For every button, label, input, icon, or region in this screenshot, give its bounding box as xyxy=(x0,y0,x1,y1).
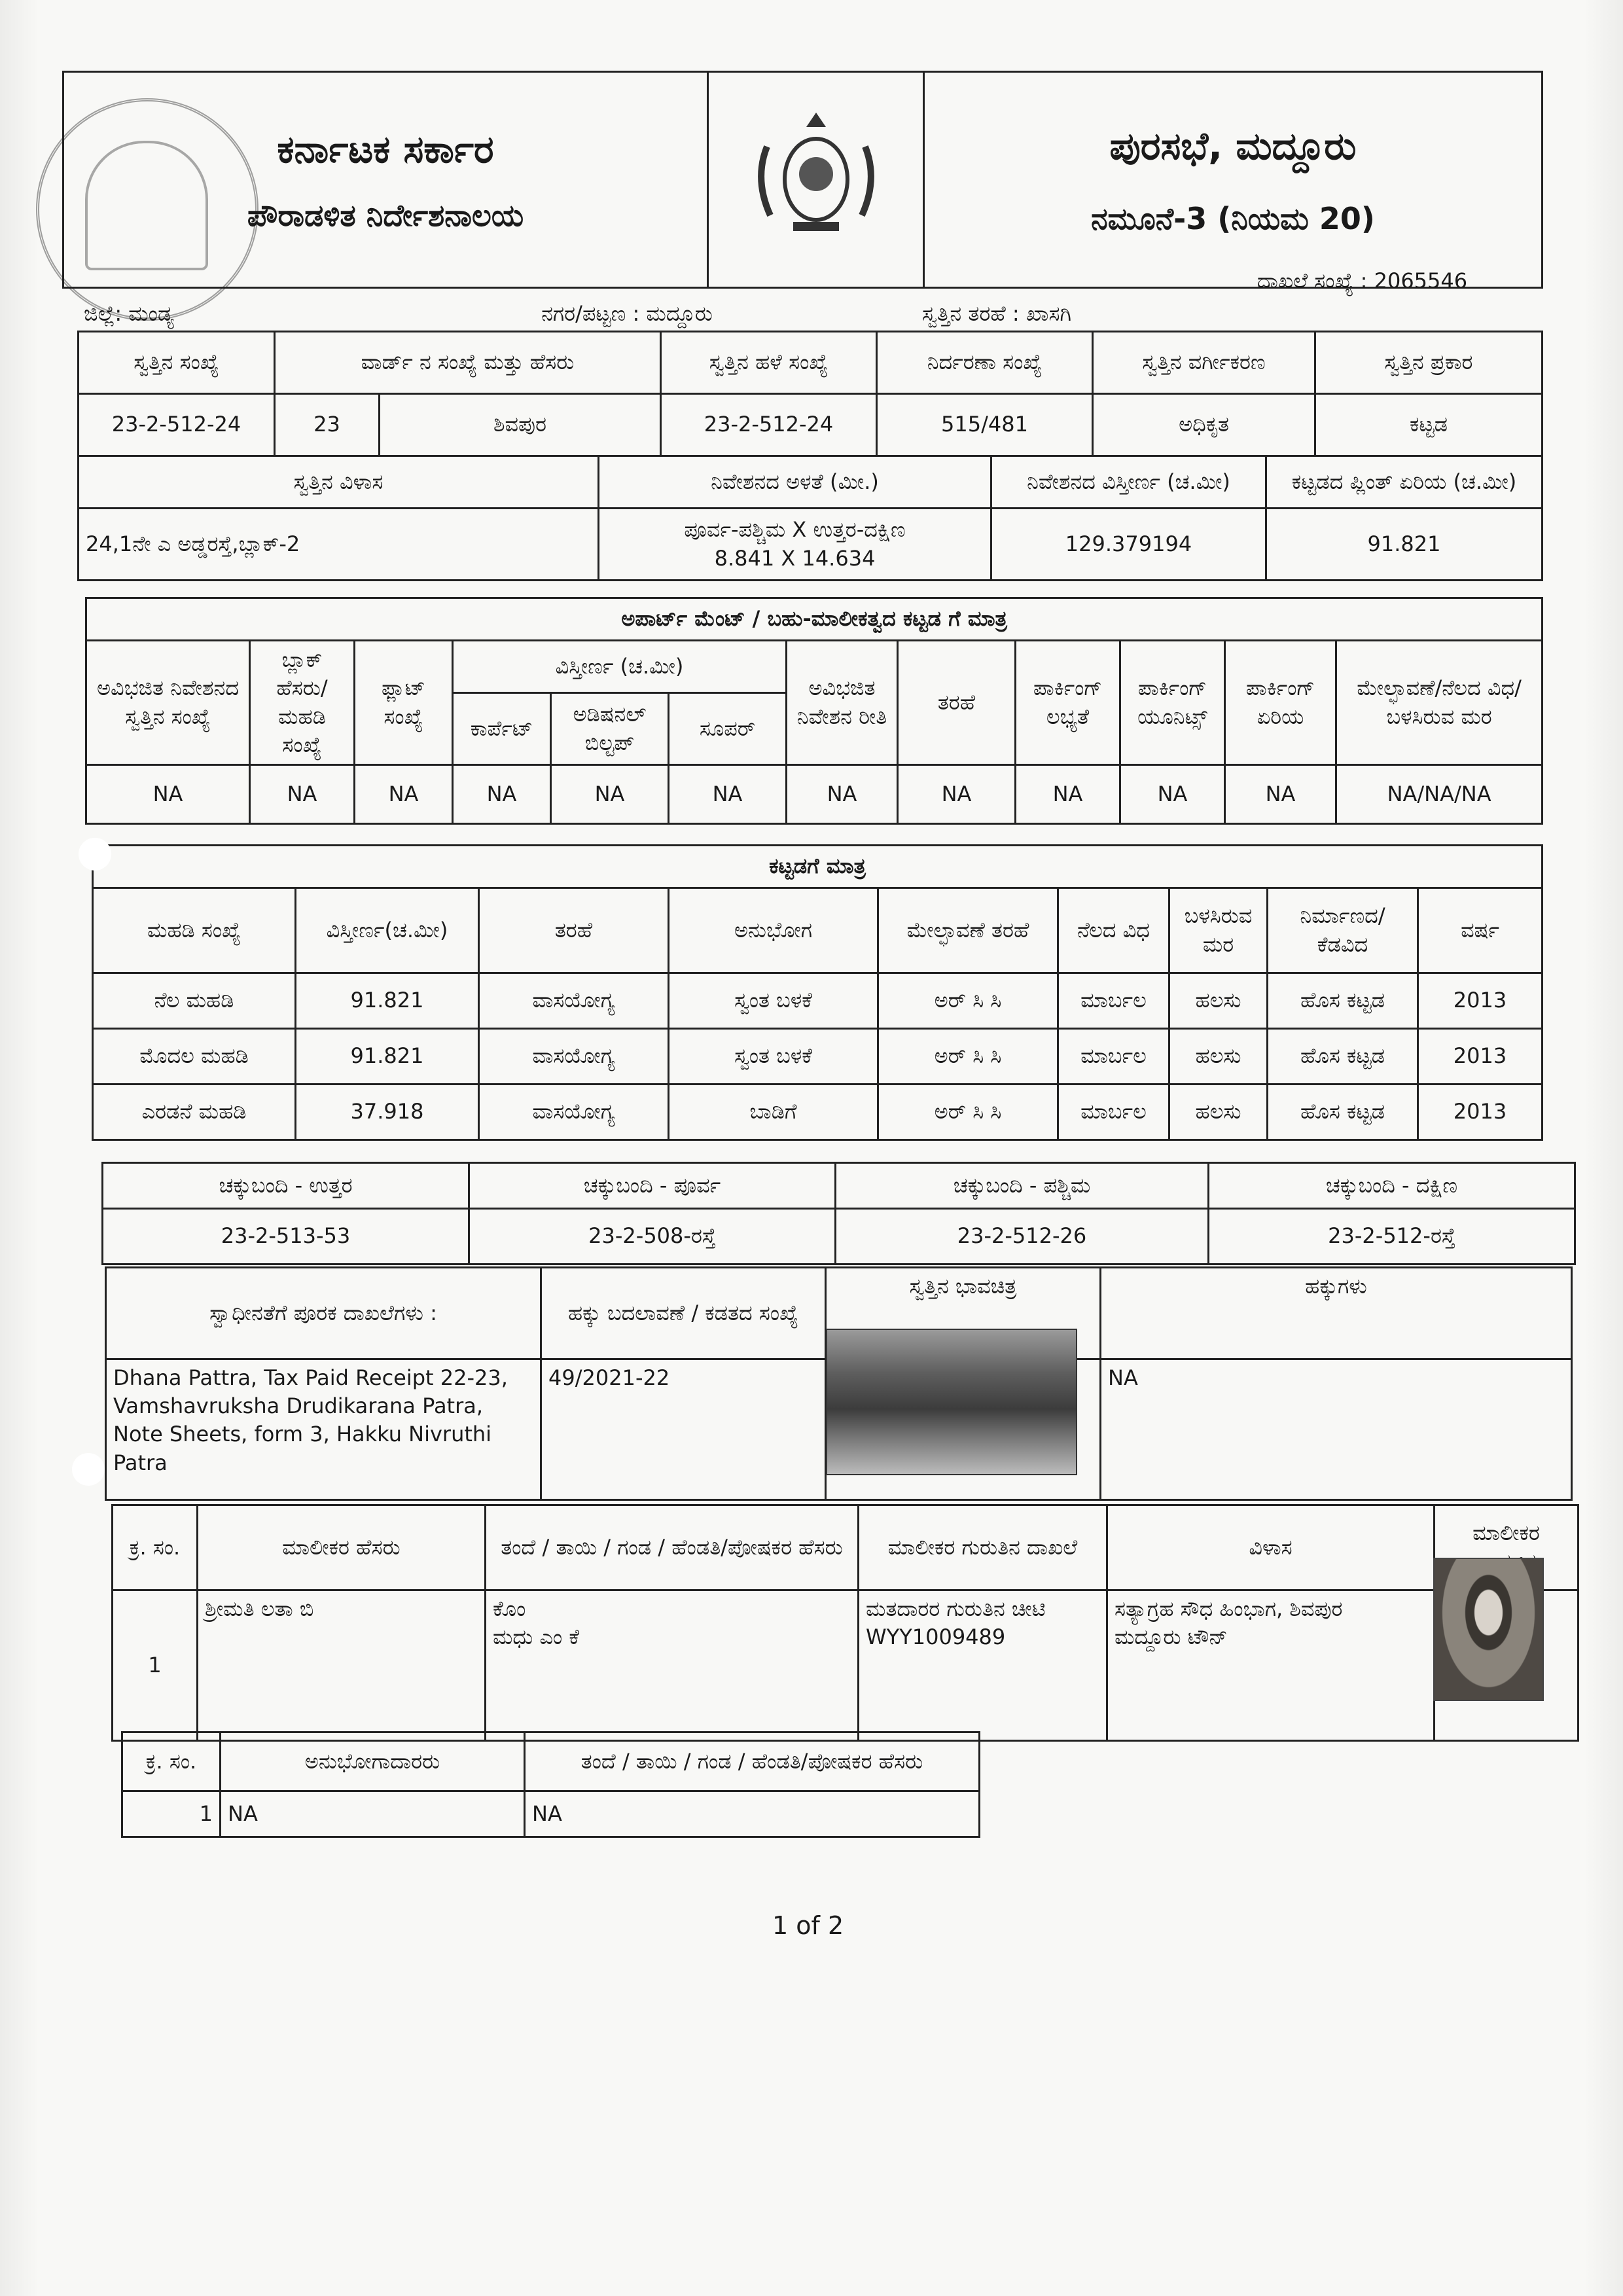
col-west: ಚಕ್ಕುಬಂದಿ - ಪಶ್ಚಿಮ xyxy=(836,1163,1209,1209)
occupant-relative: NA xyxy=(525,1791,980,1837)
header-table xyxy=(62,71,1543,289)
floor-flooring: ಮಾರ್ಬಲ xyxy=(1058,1029,1169,1085)
building-section-title: ಕಟ್ಟಡಗೆ ಮಾತ್ರ xyxy=(93,846,1543,888)
govt-title: ಕರ್ನಾಟಕ ಸರ್ಕಾರ xyxy=(277,127,494,172)
col-property-photo: ಸ್ವತ್ತಿನ ಭಾವಚಿತ್ರ xyxy=(826,1268,1101,1359)
apartment-value: NA xyxy=(86,765,250,824)
owner-name: ಶ್ರೀಮತಿ ಲತಾ ಬಿ xyxy=(198,1590,486,1741)
apartment-table xyxy=(85,597,1543,825)
col-undivided-no: ಅವಿಭಜಿತ ನಿವೇಶನದ ಸ್ವತ್ತಿನ ಸಂಖ್ಯೆ xyxy=(86,641,250,765)
floor-roof: ಅರ್ ಸಿ ಸಿ xyxy=(878,973,1058,1029)
owner-id-type: ಮತದಾರರ ಗುರುತಿನ ಚೀಟಿ xyxy=(866,1596,1046,1621)
boundary-south: 23-2-512-ರಸ್ತೆ xyxy=(1209,1209,1575,1265)
col-block: ಬ್ಲಾಕ್ ಹೆಸರು/ ಮಹಡಿ ಸಂಖ್ಯೆ xyxy=(250,641,355,765)
page-number: 1 of 2 xyxy=(772,1911,844,1940)
floor-construction: ಹೊಸ ಕಟ್ಟಡ xyxy=(1268,1085,1418,1140)
ward-name: ಶಿವಪುರ xyxy=(380,394,661,456)
transfer-file-no: 49/2021-22 xyxy=(541,1359,826,1500)
col-property-type: ಸ್ವತ್ತಿನ ಪ್ರಕಾರ xyxy=(1315,332,1543,394)
col-super: ಸೂಪರ್ xyxy=(669,693,787,765)
table-row xyxy=(93,973,1543,1029)
col-occupant: ಅನುಭೋಗಾದಾರರು xyxy=(221,1732,525,1791)
col-parking-area: ಪಾರ್ಕಿಂಗ್ ಏರಿಯ xyxy=(1225,641,1336,765)
col-north: ಚಕ್ಕುಬಂದಿ - ಉತ್ತರ xyxy=(103,1163,469,1209)
occupant-sl: 1 xyxy=(122,1791,221,1837)
col-east: ಚಕ್ಕುಬಂದಿ - ಪೂರ್ವ xyxy=(469,1163,836,1209)
floor-type: ವಾಸಯೋಗ್ಯ xyxy=(479,973,669,1029)
col-construction: ನಿರ್ಮಾಣದ/ ಕೆಡವಿದ xyxy=(1268,888,1418,973)
floor-roof: ಅರ್ ಸಿ ಸಿ xyxy=(878,1085,1058,1140)
apartment-value: NA xyxy=(1120,765,1225,824)
floor-flooring: ಮಾರ್ಬಲ xyxy=(1058,973,1169,1029)
col-type: ತರಹೆ xyxy=(898,641,1016,765)
col-transfer: ಹಕ್ಕು ಬದಲಾವಣೆ / ಕಡತದ ಸಂಖ್ಯೆ xyxy=(541,1268,826,1359)
col-address: ಸ್ವತ್ತಿನ ವಿಳಾಸ xyxy=(79,456,599,509)
col-assessment-no: ನಿರ್ದರಣಾ ಸಂಖ್ಯೆ xyxy=(877,332,1093,394)
col-flat: ಫ್ಲಾಟ್ ಸಂಖ್ಯೆ xyxy=(355,641,453,765)
apartment-value: NA xyxy=(355,765,453,824)
apartment-value: NA xyxy=(551,765,669,824)
property-type: ಕಟ್ಟಡ xyxy=(1315,394,1543,456)
district-label: ಜಿಲ್ಲೆ: ಮಂಡ್ಯ xyxy=(84,300,174,326)
apartment-value: NA xyxy=(1225,765,1336,824)
col-area-group: ವಿಸ್ತೀರ್ಣ (ಚ.ಮೀ) xyxy=(453,641,787,693)
floor-wood: ಹಲಸು xyxy=(1169,1085,1268,1140)
col-relative: ತಂದೆ / ತಾಯಿ / ಗಂಡ / ಹೆಂಡತಿ/ಪೋಷಕರ ಹೆಸರು xyxy=(486,1505,859,1590)
floor-usage: ಸ್ವಂತ ಬಳಕೆ xyxy=(669,1029,878,1085)
col-roof-floor-wood: ಮೇಲ್ಛಾವಣೆ/ನೆಲದ ವಿಧ/ಬಳಸಿರುವ ಮರ xyxy=(1336,641,1543,765)
dimension-label: ಪೂರ್ವ-ಪಶ್ಚಿಮ X ಉತ್ತರ-ದಕ್ಷಿಣ xyxy=(684,517,906,543)
apartment-value: NA xyxy=(669,765,787,824)
apartment-value: NA xyxy=(898,765,1016,824)
owner-id-no: WYY1009489 xyxy=(866,1624,1006,1650)
col-dimension: ನಿವೇಶನದ ಅಳತೆ (ಮೀ.) xyxy=(599,456,991,509)
directorate-title: ಪೌರಾಡಳಿತ ನಿರ್ದೇಶನಾಲಯ xyxy=(247,197,524,233)
boundaries-table xyxy=(101,1162,1576,1265)
col-occupant-relative: ತಂದೆ / ತಾಯಿ / ಗಂಡ / ಹೆಂಡತಿ/ಪೋಷಕರ ಹೆಸರು xyxy=(525,1732,980,1791)
apartment-value: NA xyxy=(453,765,551,824)
property-table xyxy=(77,331,1543,457)
property-kind-label: ಸ್ವತ್ತಿನ ತರಹೆ : ಖಾಸಗಿ xyxy=(922,300,1071,326)
col-sl: ಕ್ರ. ಸಂ. xyxy=(113,1505,198,1590)
col-additional-builtup: ಅಡಿಷನಲ್ ಬಿಲ್ಟಪ್ xyxy=(551,693,669,765)
col-carpet: ಕಾರ್ಪೆಟ್ xyxy=(453,693,551,765)
owner-address-line2: ಮದ್ದೂರು ಟೌನ್ xyxy=(1115,1624,1228,1650)
col-rights: ಹಕ್ಕುಗಳು xyxy=(1101,1268,1572,1359)
apartment-value: NA/NA/NA xyxy=(1336,765,1543,824)
property-no: 23-2-512-24 xyxy=(79,394,275,456)
location-table xyxy=(77,263,1541,332)
old-no: 23-2-512-24 xyxy=(661,394,877,456)
col-id: ಮಾಲೀಕರ ಗುರುತಿನ ದಾಖಲೆ xyxy=(859,1505,1107,1590)
floor-year: 2013 xyxy=(1418,1029,1543,1085)
classification: ಅಧಿಕೃತ xyxy=(1093,394,1315,456)
rights-value: NA xyxy=(1101,1359,1572,1500)
owner-relative: ಮಧು ಎಂ ಕೆ xyxy=(493,1624,580,1650)
table-row xyxy=(93,1029,1543,1085)
floor-roof: ಅರ್ ಸಿ ಸಿ xyxy=(878,1029,1058,1085)
site-area: 129.379194 xyxy=(991,509,1266,581)
building-table xyxy=(92,844,1543,1141)
dimension-value: 8.841 X 14.634 xyxy=(714,545,876,571)
col-site-area: ನಿವೇಶನದ ವಿಸ್ತೀರ್ಣ (ಚ.ಮೀ) xyxy=(991,456,1266,509)
col-roof: ಮೇಲ್ಛಾವಣೆ ತರಹೆ xyxy=(878,888,1058,973)
property-address: 24,1ನೇ ಎ ಅಡ್ಡರಸ್ತೆ,ಬ್ಲಾಕ್-2 xyxy=(79,509,599,581)
col-plinth: ಕಟ್ಟಡದ ಪ್ಲಿಂತ್ ಏರಿಯ (ಚ.ಮೀ) xyxy=(1266,456,1543,509)
floor-type: ವಾಸಯೋಗ್ಯ xyxy=(479,1029,669,1085)
col-area: ವಿಸ್ತೀರ್ಣ(ಚ.ಮೀ) xyxy=(296,888,479,973)
floor-area: 91.821 xyxy=(296,973,479,1029)
owners-table xyxy=(111,1504,1579,1742)
punch-hole xyxy=(72,1453,105,1486)
supporting-documents: Dhana Pattra, Tax Paid Receipt 22-23, Vamshavruksha Drudikarana Patra, Note Sheets, form 3, Hakku Nivruthi Patra xyxy=(106,1359,541,1500)
apartment-value: NA xyxy=(1016,765,1120,824)
col-sl: ಕ್ರ. ಸಂ. xyxy=(122,1732,221,1791)
floor-construction: ಹೊಸ ಕಟ್ಟಡ xyxy=(1268,1029,1418,1085)
floor-wood: ಹಲಸು xyxy=(1169,973,1268,1029)
entry-number: ದಾಖಲೆ ಸಂಖ್ಯೆ : 2065546 xyxy=(1257,268,1468,293)
apartment-section-title: ಅಪಾರ್ಟ್ ಮೆಂಟ್ / ಬಹು-ಮಾಲೀಕತ್ವದ ಕಟ್ಟಡ ಗೆ ಮಾತ್ರ xyxy=(86,598,1543,641)
col-floor: ಮಹಡಿ ಸಂಖ್ಯೆ xyxy=(93,888,296,973)
occupant-name: NA xyxy=(221,1791,525,1837)
col-documents: ಸ್ವಾಧೀನತೆಗೆ ಪೂರಕ ದಾಖಲೆಗಳು : xyxy=(106,1268,541,1359)
owner-photo xyxy=(1433,1558,1544,1701)
col-owner-name: ಮಾಲೀಕರ ಹೆಸರು xyxy=(198,1505,486,1590)
col-wood: ಬಳಸಿರುವ ಮರ xyxy=(1169,888,1268,973)
col-parking-availability: ಪಾರ್ಕಿಂಗ್ ಲಭ್ಯತೆ xyxy=(1016,641,1120,765)
apartment-value: NA xyxy=(787,765,898,824)
occupants-table xyxy=(121,1731,980,1838)
col-old-no: ಸ್ವತ್ತಿನ ಹಳೆ ಸಂಖ್ಯೆ xyxy=(661,332,877,394)
col-property-no: ಸ್ವತ್ತಿನ ಸಂಖ್ಯೆ xyxy=(79,332,275,394)
floor-flooring: ಮಾರ್ಬಲ xyxy=(1058,1085,1169,1140)
emblem-cell xyxy=(708,72,924,288)
office-title: ಪುರಸಭೆ, ಮದ್ದೂರು xyxy=(1109,124,1357,169)
floor-year: 2013 xyxy=(1418,973,1543,1029)
boundary-north: 23-2-513-53 xyxy=(103,1209,469,1265)
col-classification: ಸ್ವತ್ತಿನ ವರ್ಗೀಕರಣ xyxy=(1093,332,1315,394)
town-label: ನಗರ/ಪಟ್ಟಣ : ಮದ್ದೂರು xyxy=(541,300,713,326)
owner-relation: ಕೊಂ xyxy=(493,1596,526,1621)
floor-usage: ಬಾಡಿಗೆ xyxy=(669,1085,878,1140)
col-flooring: ನೆಲದ ವಿಧ xyxy=(1058,888,1169,973)
floor-wood: ಹಲಸು xyxy=(1169,1029,1268,1085)
floor-name: ಎರಡನೆ ಮಹಡಿ xyxy=(93,1085,296,1140)
col-owner-photo: ಮಾಲೀಕರ xyxy=(1435,1505,1578,1590)
col-ward: ವಾರ್ಡ್ ನ ಸಂಖ್ಯೆ ಮತ್ತು ಹೆಸರು xyxy=(275,332,661,394)
col-type: ತರಹೆ xyxy=(479,888,669,973)
floor-area: 37.918 xyxy=(296,1085,479,1140)
property-photo xyxy=(826,1329,1077,1475)
assessment-no: 515/481 xyxy=(877,394,1093,456)
boundary-east: 23-2-508-ರಸ್ತೆ xyxy=(469,1209,836,1265)
floor-construction: ಹೊಸ ಕಟ್ಟಡ xyxy=(1268,973,1418,1029)
owner-address-line1: ಸತ್ಯಾಗ್ರಹ ಸೌಧ ಹಿಂಭಾಗ, ಶಿವಪುರ xyxy=(1115,1596,1343,1621)
boundary-west: 23-2-512-26 xyxy=(836,1209,1209,1265)
table-row xyxy=(93,1085,1543,1140)
col-year: ವರ್ಷ xyxy=(1418,888,1543,973)
form-title: ನಮೂನೆ-3 (ನಿಯಮ 20) xyxy=(1091,200,1375,236)
ward-no: 23 xyxy=(275,394,380,456)
col-parking-units: ಪಾರ್ಕಿಂಗ್ ಯೂನಿಟ್ಸ್ xyxy=(1120,641,1225,765)
plinth-area: 91.821 xyxy=(1266,509,1543,581)
floor-type: ವಾಸಯೋಗ್ಯ xyxy=(479,1085,669,1140)
floor-usage: ಸ್ವಂತ ಬಳಕೆ xyxy=(669,973,878,1029)
punch-hole xyxy=(79,838,111,870)
floor-name: ನೆಲ ಮಹಡಿ xyxy=(93,973,296,1029)
site-table xyxy=(77,455,1543,581)
state-emblem-icon xyxy=(741,101,891,251)
col-owner-address: ವಿಳಾಸ xyxy=(1107,1505,1435,1590)
floor-name: ಮೊದಲ ಮಹಡಿ xyxy=(93,1029,296,1085)
floor-year: 2013 xyxy=(1418,1085,1543,1140)
apartment-value: NA xyxy=(250,765,355,824)
col-undivided-method: ಅವಿಭಜಿತ ನಿವೇಶನ ರೀತಿ xyxy=(787,641,898,765)
owner-sl: 1 xyxy=(113,1590,198,1741)
col-south: ಚಕ್ಕುಬಂದಿ - ದಕ್ಷಿಣ xyxy=(1209,1163,1575,1209)
col-usage: ಅನುಭೋಗ xyxy=(669,888,878,973)
floor-area: 91.821 xyxy=(296,1029,479,1085)
